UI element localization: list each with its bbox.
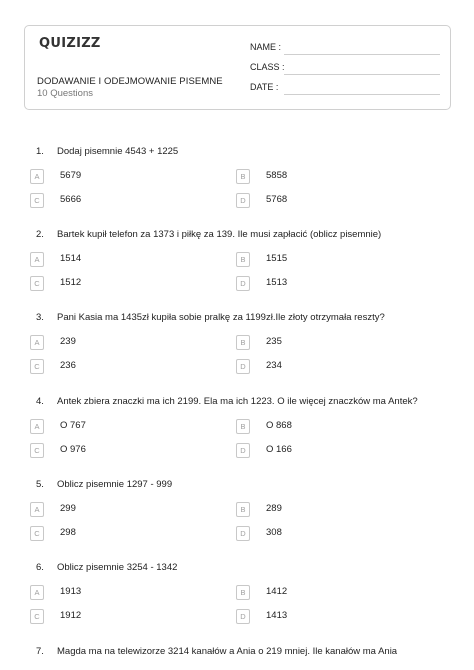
question-number: 2.: [36, 229, 44, 240]
option-letter: A: [30, 419, 44, 434]
option-letter: A: [30, 252, 44, 267]
option-letter: A: [30, 335, 44, 350]
option-text: 1513: [266, 277, 288, 288]
question-count: 10 Questions: [37, 88, 93, 99]
question-text: Magda ma na telewizorze 3214 kanałów a Ania o 219 mniej. Ile kanałów ma Ania: [57, 646, 398, 657]
option-letter: C: [30, 359, 44, 374]
option-text: 1912: [60, 610, 82, 621]
question-text: Dodaj pisemnie 4543 + 1225: [57, 146, 179, 157]
option-letter: B: [236, 252, 250, 267]
class-line: [284, 74, 440, 75]
option-text: 308: [266, 527, 282, 538]
option-text: 236: [60, 360, 76, 371]
question-text: Oblicz pisemnie 1297 - 999: [57, 479, 173, 490]
option-letter: D: [236, 359, 250, 374]
option-letter: D: [236, 443, 250, 458]
option-text: 5666: [60, 194, 82, 205]
option-letter: C: [30, 443, 44, 458]
date-label: DATE :: [250, 82, 279, 92]
name-label: NAME :: [250, 42, 282, 52]
class-label: CLASS :: [250, 62, 285, 72]
question-text: Pani Kasia ma 1435zł kupiła sobie pralkę za 1199zł.Ile złoty otrzymała reszty?: [57, 312, 385, 323]
option-letter: A: [30, 585, 44, 600]
worksheet-header: [24, 25, 451, 110]
question-text: Oblicz pisemnie 3254 - 1342: [57, 562, 178, 573]
question-number: 6.: [36, 562, 44, 573]
option-text: 239: [60, 336, 76, 347]
option-text: 5768: [266, 194, 288, 205]
option-text: 1413: [266, 610, 288, 621]
option-text: 299: [60, 503, 76, 514]
option-text: 1512: [60, 277, 82, 288]
option-letter: A: [30, 169, 44, 184]
option-text: 5679: [60, 170, 82, 181]
option-letter: B: [236, 169, 250, 184]
option-letter: D: [236, 193, 250, 208]
option-letter: D: [236, 526, 250, 541]
option-text: 1913: [60, 586, 82, 597]
option-letter: B: [236, 502, 250, 517]
name-line: [284, 54, 440, 55]
option-letter: B: [236, 585, 250, 600]
worksheet-title: DODAWANIE I ODEJMOWANIE PISEMNE: [37, 76, 223, 87]
date-line: [284, 94, 440, 95]
option-text: 289: [266, 503, 282, 514]
option-text: 298: [60, 527, 76, 538]
option-letter: C: [30, 193, 44, 208]
question-text: Antek zbiera znaczki ma ich 2199. Ela ma ich 1223. O ile więcej znaczków ma Antek?: [57, 396, 418, 407]
question-text: Bartek kupił telefon za 1373 i piłkę za 139. Ile musi zapłacić (oblicz pisemnie): [57, 229, 382, 240]
option-letter: C: [30, 609, 44, 624]
date-field[interactable]: [250, 82, 440, 96]
option-text: O 166: [266, 444, 292, 455]
quizizz-logo: QUIZIZZ: [39, 36, 101, 51]
option-letter: C: [30, 526, 44, 541]
option-letter: B: [236, 419, 250, 434]
question-number: 4.: [36, 396, 44, 407]
option-letter: C: [30, 276, 44, 291]
option-text: O 868: [266, 420, 292, 431]
option-letter: B: [236, 335, 250, 350]
option-text: O 976: [60, 444, 86, 455]
option-text: 234: [266, 360, 282, 371]
option-letter: D: [236, 276, 250, 291]
option-text: 5858: [266, 170, 288, 181]
option-letter: D: [236, 609, 250, 624]
option-letter: A: [30, 502, 44, 517]
option-text: O 767: [60, 420, 86, 431]
question-number: 1.: [36, 146, 44, 157]
name-field[interactable]: [250, 42, 440, 56]
option-text: 1515: [266, 253, 288, 264]
class-field[interactable]: [250, 62, 440, 76]
option-text: 1412: [266, 586, 288, 597]
option-text: 235: [266, 336, 282, 347]
question-number: 5.: [36, 479, 44, 490]
question-number: 7.: [36, 646, 44, 657]
question-number: 3.: [36, 312, 44, 323]
option-text: 1514: [60, 253, 82, 264]
